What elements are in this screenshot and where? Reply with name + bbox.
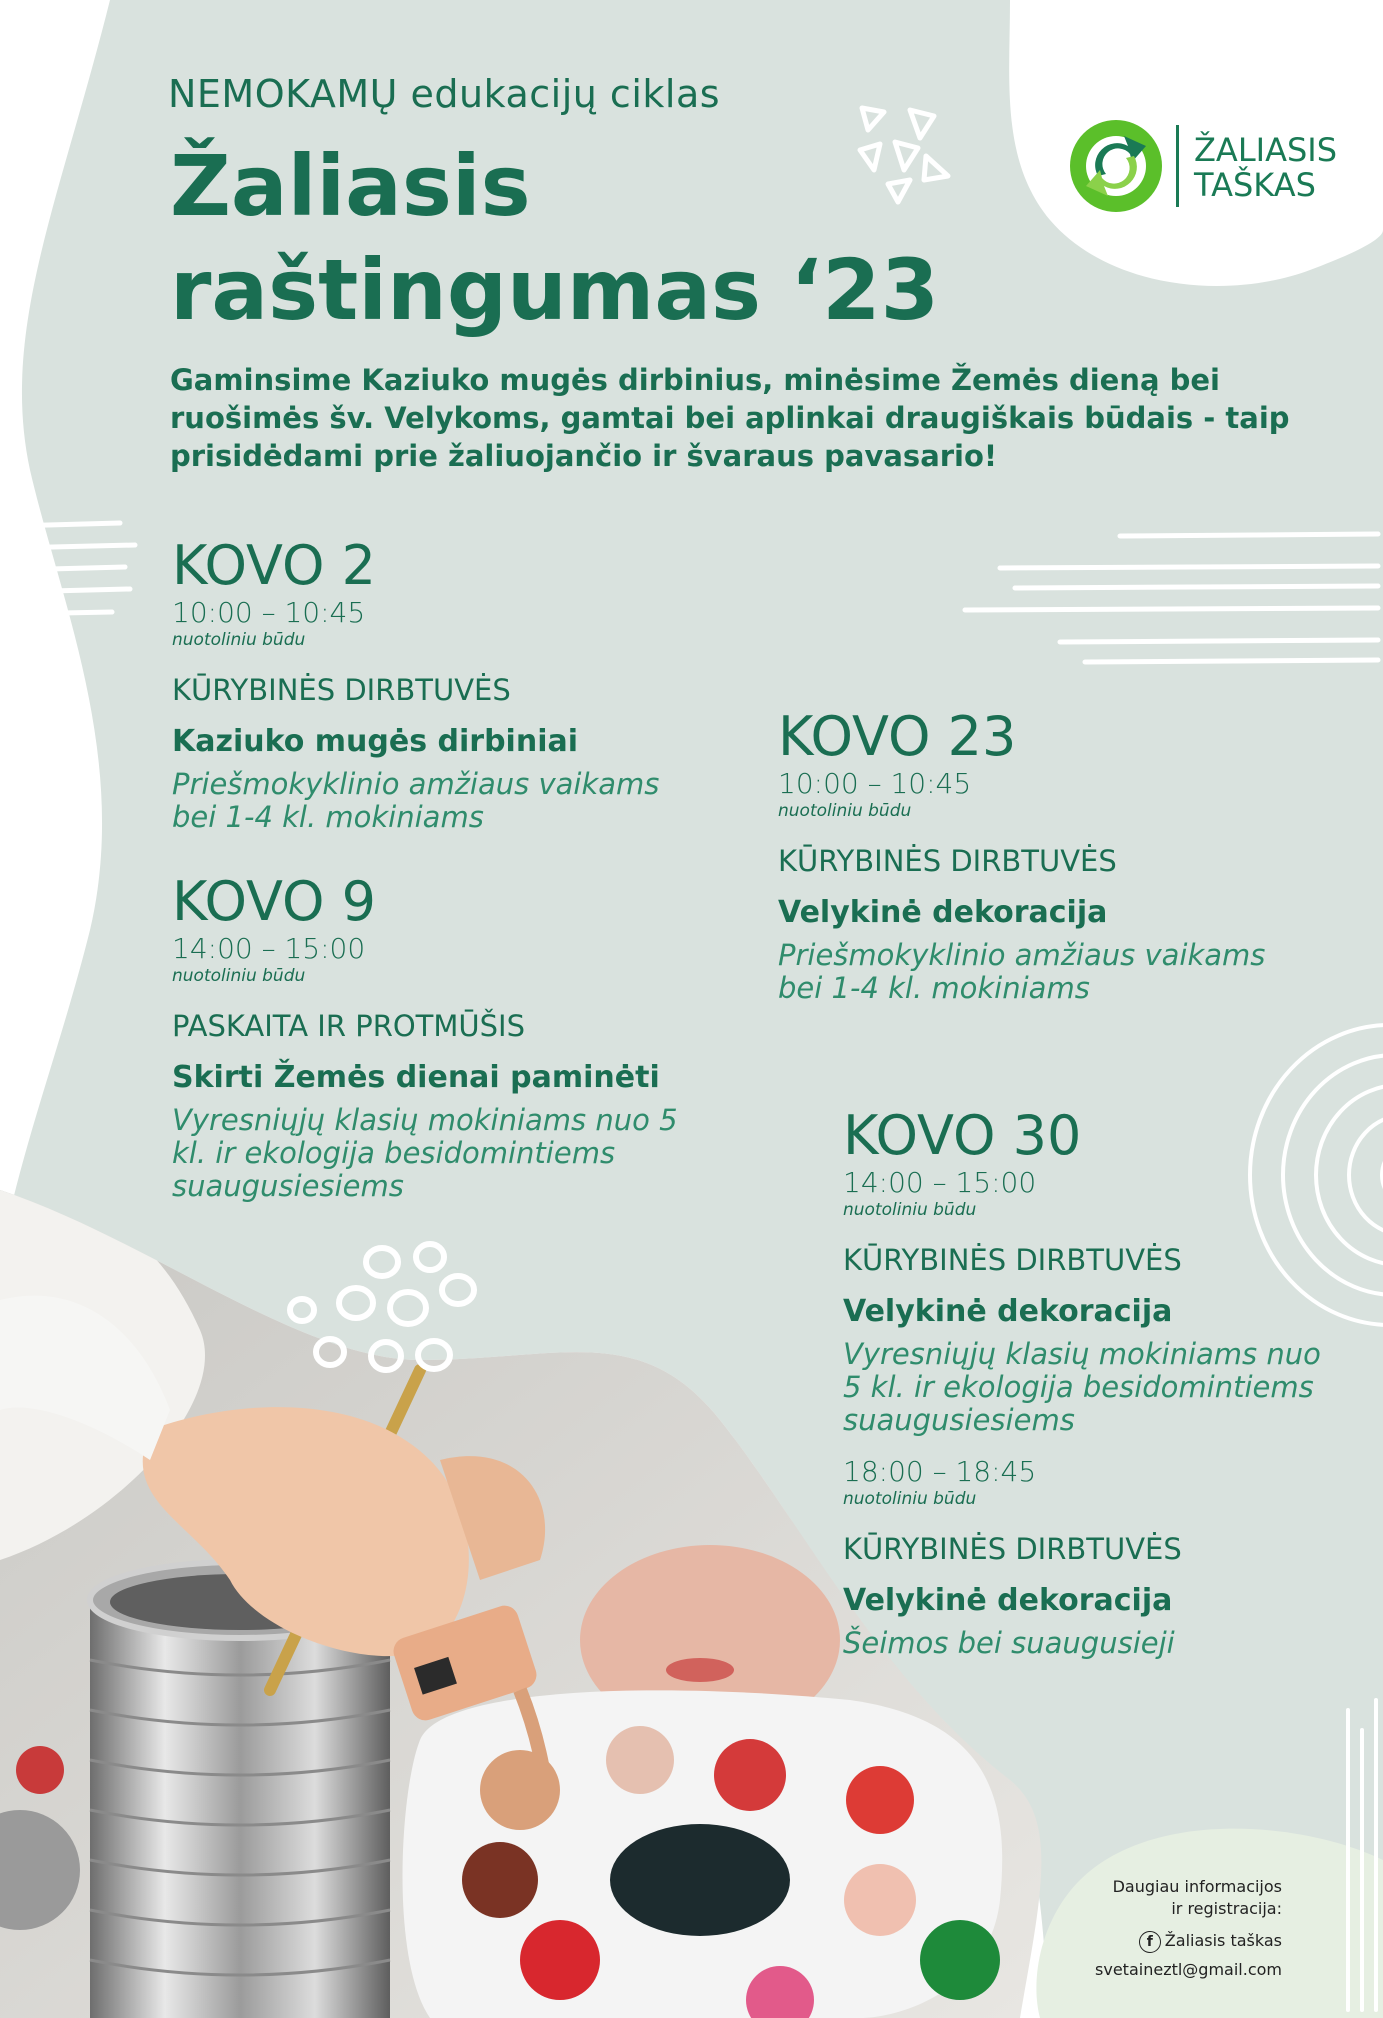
- event-mode: nuotoliniu būdu: [172, 630, 306, 650]
- event-time: 10:00 – 10:45: [172, 596, 366, 629]
- event-kovo-23: [778, 707, 1338, 1005]
- event-topic: Velykinė dekoracija: [843, 1294, 1173, 1329]
- facebook-icon: f: [1139, 1931, 1161, 1953]
- event-mode: nuotoliniu būdu: [778, 801, 912, 821]
- event-audience: Šeimos bei suaugusieji: [843, 1626, 1175, 1660]
- recycle-arrows-icon: [1066, 116, 1166, 216]
- event-topic: Velykinė dekoracija: [778, 895, 1108, 930]
- event-kovo-9: [172, 872, 732, 1203]
- event-audience: Vyresniųjų klasių mokiniams nuo 5 kl. ir ekologija besidomintiems suaugusiesiems: [172, 1103, 678, 1203]
- event-mode: nuotoliniu būdu: [843, 1200, 977, 1220]
- event-time: 14:00 – 15:00: [172, 932, 366, 965]
- contact-line1: Daugiau informacijos: [1112, 1877, 1282, 1896]
- event-type: KŪRYBINĖS DIRBTUVĖS: [172, 673, 511, 707]
- event-type: KŪRYBINĖS DIRBTUVĖS: [778, 844, 1117, 878]
- event-session-2: [843, 1455, 1363, 1660]
- logo-line2: TAŠKAS: [1194, 166, 1316, 204]
- contact-block: [1022, 1876, 1282, 1981]
- subtitle: NEMOKAMŲ edukacijų ciklas: [168, 72, 721, 116]
- event-date: KOVO 9: [172, 870, 377, 933]
- event-time: 18:00 – 18:45: [843, 1455, 1037, 1488]
- event-topic: Skirti Žemės dienai paminėti: [172, 1060, 660, 1095]
- event-type: KŪRYBINĖS DIRBTUVĖS: [843, 1243, 1182, 1277]
- title-line1: Žaliasis: [170, 137, 531, 235]
- event-date: KOVO 23: [778, 705, 1017, 768]
- event-kovo-2: [172, 536, 732, 834]
- facebook-name: Žaliasis taškas: [1164, 1931, 1282, 1950]
- event-type: KŪRYBINĖS DIRBTUVĖS: [843, 1532, 1182, 1566]
- event-type: PASKAITA IR PROTMŪŠIS: [172, 1009, 526, 1043]
- page-title: [170, 134, 939, 342]
- contact-line2: ir registracija:: [1171, 1899, 1282, 1918]
- event-audience: Priešmokyklinio amžiaus vaikams bei 1-4 kl. mokiniams: [778, 938, 1266, 1005]
- event-kovo-30: [843, 1106, 1363, 1660]
- event-topic: Kaziuko mugės dirbiniai: [172, 724, 579, 759]
- email-link[interactable]: svetaineztl@gmail.com: [1095, 1959, 1282, 1979]
- facebook-link[interactable]: [1022, 1930, 1282, 1953]
- event-audience: Vyresniųjų klasių mokiniams nuo 5 kl. ir ekologija besidomintiems suaugusiesiems: [843, 1337, 1321, 1437]
- logo-line1: ŽALIASIS: [1194, 131, 1338, 169]
- event-date: KOVO 30: [843, 1104, 1082, 1167]
- intro-paragraph: Gaminsime Kaziuko mugės dirbinius, minėsime Žemės dieną bei ruošimės šv. Velykoms, gamtai bei aplinkai draugiškais būdais - taip prisidėdami prie žaliuojančio ir švaraus pavasario!: [170, 363, 1290, 473]
- event-audience: Priešmokyklinio amžiaus vaikams bei 1-4 kl. mokiniams: [172, 767, 660, 834]
- event-date: KOVO 2: [172, 534, 377, 597]
- logo-divider: [1176, 125, 1179, 207]
- title-line2: raštingumas ‘23: [170, 241, 940, 339]
- event-mode: nuotoliniu būdu: [172, 966, 306, 986]
- logo-recycle-icon: [1066, 116, 1166, 216]
- event-mode: nuotoliniu būdu: [843, 1489, 977, 1509]
- event-time: 10:00 – 10:45: [778, 767, 972, 800]
- event-session-1: [843, 1166, 1363, 1437]
- event-time: 14:00 – 15:00: [843, 1166, 1037, 1199]
- event-topic: Velykinė dekoracija: [843, 1583, 1173, 1618]
